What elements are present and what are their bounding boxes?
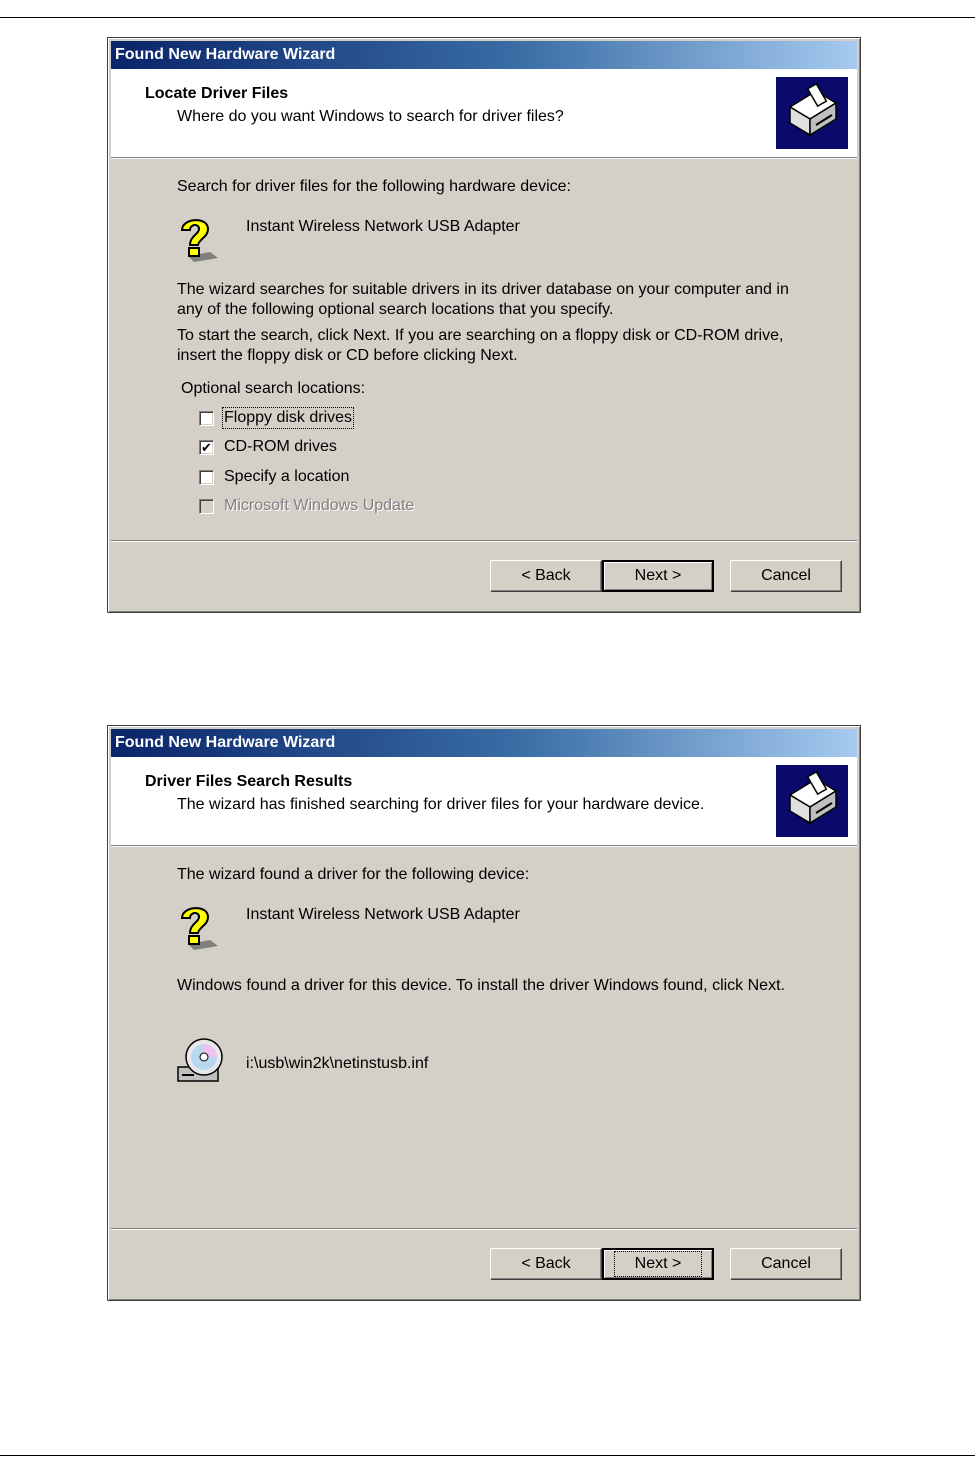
driver-path: i:\usb\win2k\netinstusb.inf: [246, 1055, 429, 1072]
specify-location-checkbox[interactable]: [199, 470, 214, 485]
description-line: The wizard searches for suitable drivers in its driver database on your computer and in: [177, 281, 789, 298]
cdrom-checkbox[interactable]: [199, 440, 214, 455]
search-intro-text: Search for driver files for the following hardware device:: [177, 178, 571, 195]
header-subtitle: The wizard has finished searching for driver files for your hardware device.: [177, 796, 705, 813]
button-separator: [111, 1228, 857, 1230]
hardware-wizard-icon: [776, 77, 848, 149]
window-title: Found New Hardware Wizard: [111, 41, 857, 69]
page-top-rule: [0, 17, 975, 18]
specify-location-option[interactable]: [199, 467, 349, 487]
windows-update-label: Microsoft Windows Update: [224, 497, 415, 514]
cdrom-option[interactable]: [199, 437, 337, 457]
cancel-button[interactable]: Cancel: [730, 1248, 842, 1280]
instruction-line: To start the search, click Next. If you are searching on a floppy disk or CD-ROM drive,: [177, 327, 784, 344]
header-subtitle: Where do you want Windows to search for driver files?: [177, 108, 564, 125]
floppy-checkbox[interactable]: [199, 411, 214, 426]
specify-location-label[interactable]: Specify a location: [224, 468, 350, 485]
header-title: Driver Files Search Results: [145, 773, 353, 790]
next-button-label: Next >: [617, 1254, 700, 1274]
back-button[interactable]: < Back: [490, 1248, 602, 1280]
button-separator: [111, 540, 857, 542]
results-intro-text: The wizard found a driver for the following device:: [177, 866, 530, 883]
next-button[interactable]: [602, 1248, 714, 1280]
window-title: Found New Hardware Wizard: [111, 729, 857, 757]
locate-driver-files-dialog: [107, 37, 861, 613]
question-mark-icon: [174, 900, 226, 952]
next-button[interactable]: Next >: [602, 560, 714, 592]
driver-search-results-dialog: [107, 725, 861, 1301]
wizard-header: [111, 757, 857, 846]
cdrom-label[interactable]: CD-ROM drives: [224, 438, 337, 455]
floppy-label[interactable]: Floppy disk drives: [224, 409, 353, 426]
header-title: Locate Driver Files: [145, 85, 289, 102]
page-bottom-rule: [0, 1455, 975, 1456]
wizard-description: [177, 280, 817, 320]
device-name: Instant Wireless Network USB Adapter: [246, 906, 520, 923]
instruction-line: insert the floppy disk or CD before clicking Next.: [177, 347, 518, 364]
search-instructions: [177, 326, 817, 366]
windows-update-option: [199, 496, 414, 516]
found-driver-text: Windows found a driver for this device. To install the driver Windows found, click Next.: [177, 977, 785, 994]
windows-update-checkbox: [199, 499, 214, 514]
optional-locations-label: Optional search locations:: [181, 380, 366, 397]
device-name: Instant Wireless Network USB Adapter: [246, 218, 520, 235]
hardware-wizard-icon: [776, 765, 848, 837]
cancel-button[interactable]: Cancel: [730, 560, 842, 592]
question-mark-icon: [174, 212, 226, 264]
cd-drive-icon: [174, 1033, 226, 1085]
floppy-option[interactable]: [199, 408, 352, 428]
checkmark-icon: ✔: [201, 439, 212, 455]
back-button[interactable]: < Back: [490, 560, 602, 592]
wizard-header: [111, 69, 857, 158]
description-line: any of the following optional search locations that you specify.: [177, 301, 614, 318]
